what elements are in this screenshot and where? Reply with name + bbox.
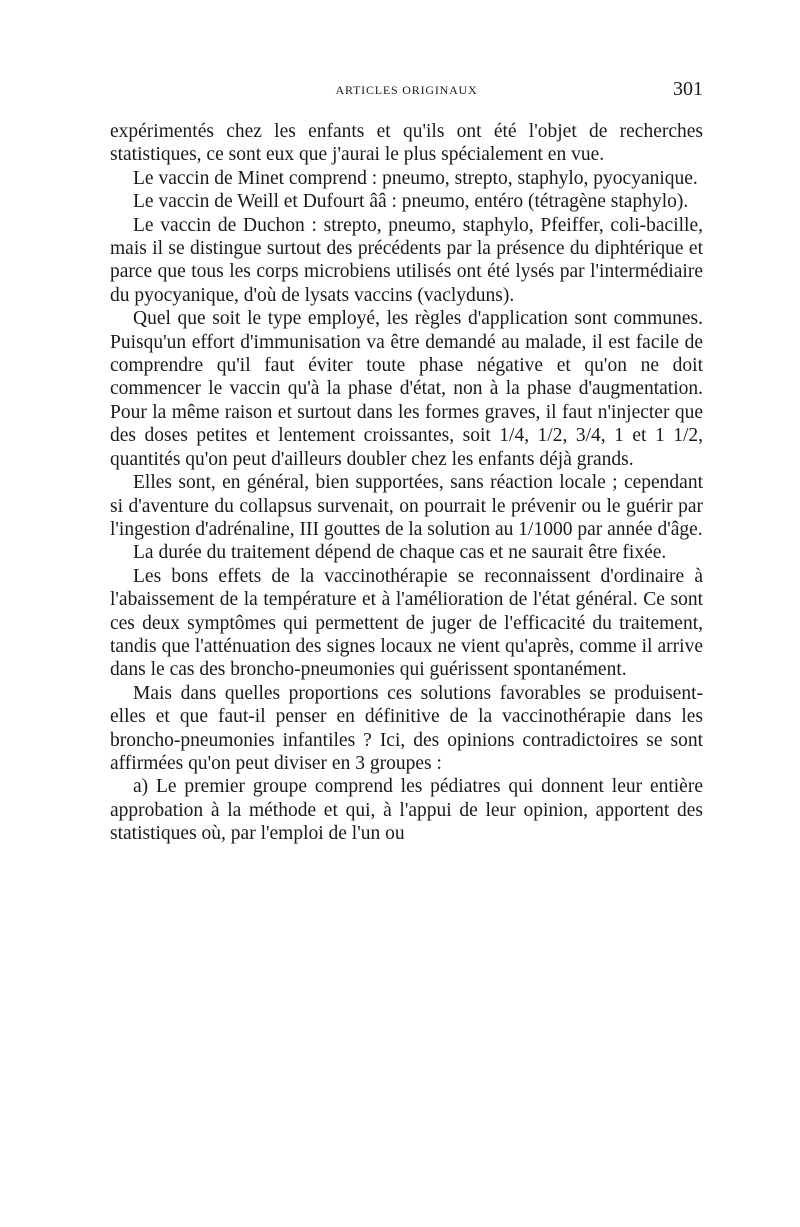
body-text (110, 120, 703, 846)
paragraph: Mais dans quelles proportions ces solutions favorables se produisent-elles et que faut-il penser en définitive de la vaccinothérapie dans les broncho-pneumonies infantiles ? Ici, des opinions contradictoires se sont affirmées qu'on peut diviser en 3 groupes : (110, 682, 703, 774)
paragraph: La durée du traitement dépend de chaque cas et ne saurait être fixée. (133, 542, 667, 564)
paragraph: expérimentés chez les enfants et qu'ils ont été l'objet de recherches statistiques, ce sont eux que j'aurai le plus spécialement en vue. (110, 121, 703, 166)
paragraph: Les bons effets de la vaccinothérapie se reconnaissent d'ordinaire à l'abaissement de la température et à l'amélioration de l'état général. Ce sont ces deux symptômes qui permettent de juger de l'efficacité du traitement, tandis que l'atténuation des signes locaux ne vient qu'après, comme il arrive dans le cas des broncho-pneumonies qui guérissent spontanément. (110, 565, 703, 681)
paragraph: Elles sont, en général, bien supportées, sans réaction locale ; cependant si d'aventure du collapsus survenait, on pourrait le prévenir ou le guérir par l'ingestion d'adrénaline, III gouttes de la solution au 1/1000 par année d'âge. (110, 472, 703, 540)
paragraph: Quel que soit le type employé, les règles d'application sont communes. Puisqu'un effort d'immunisation va être demandé au malade, il est facile de comprendre qu'il faut éviter toute phase négative et qu'on ne doit commencer le vaccin qu'à la phase d'état, non à la phase d'augmentation. Pour la même raison et surtout dans les formes graves, il faut n'injecter que des doses petites et lentement croissantes, soit 1/4, 1/2, 3/4, 1 et 1 1/2, quantités qu'on peut d'ailleurs doubler chez les enfants déjà grands. (110, 308, 703, 470)
book-page (110, 0, 703, 1227)
paragraph: Le vaccin de Minet comprend : pneumo, strepto, staphylo, pyocyanique. (133, 167, 698, 189)
paragraph: Le vaccin de Duchon : strepto, pneumo, staphylo, Pfeiffer, coli-bacille, mais il se distingue surtout des précédents par la présence du diphtérique et parce que tous les corps microbiens utilisés ont été lysés par l'intermédiaire du pyocyanique, d'où de lysats vaccins (vaclyduns). (110, 214, 703, 306)
paragraph: a) Le premier groupe comprend les pédiatres qui donnent leur entière approbation à la méthode et qui, à l'appui de leur opinion, apportent des statistiques où, par l'emploi de l'un ou (110, 776, 703, 845)
page-number: 301 (673, 78, 703, 100)
paragraph: Le vaccin de Weill et Dufourt ââ : pneumo, entéro (tétragène staphylo). (133, 191, 689, 213)
running-title: ARTICLES ORIGINAUX (335, 83, 478, 97)
running-header (110, 78, 703, 102)
